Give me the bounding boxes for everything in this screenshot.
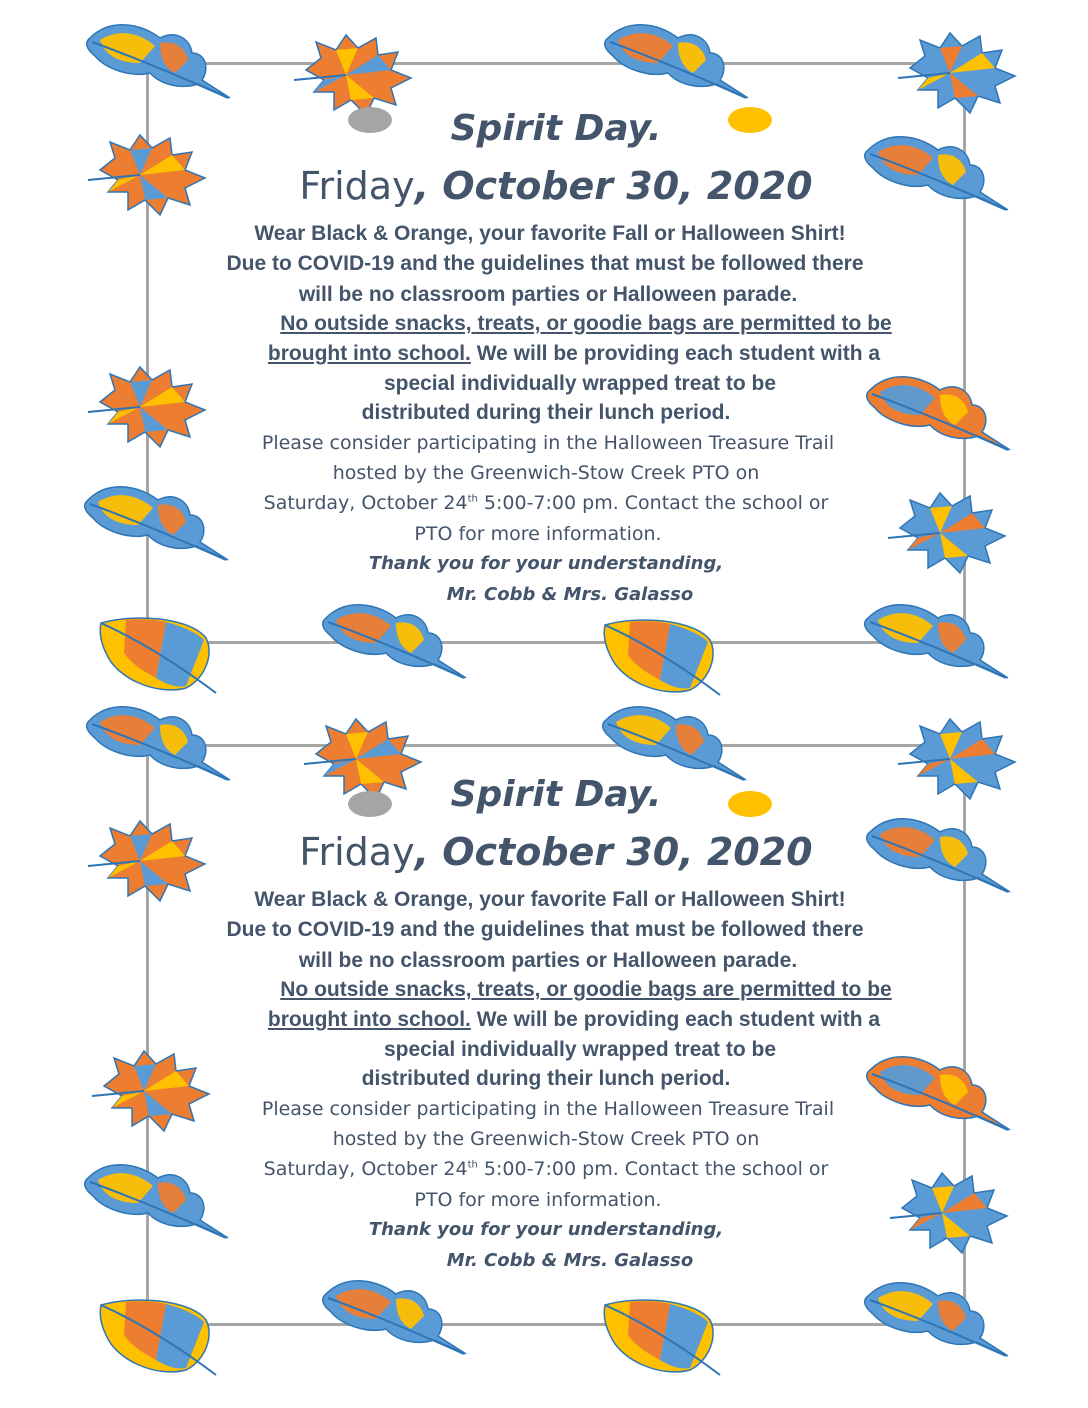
covid-line-1: Due to COVID-19 and the guidelines that must be followed there	[226, 252, 864, 275]
covid-line-1: Due to COVID-19 and the guidelines that must be followed there	[226, 918, 864, 941]
trail-line-3: Saturday, October 24th 5:00-7:00 pm. Contact the school or	[263, 492, 829, 514]
leaf-icon	[80, 362, 230, 452]
leaf-icon	[890, 714, 1040, 804]
leaf-icon	[340, 784, 490, 874]
rule-line-1: No outside snacks, treats, or goodie bags are permitted to be	[280, 978, 892, 1001]
leaf-icon	[858, 130, 1008, 220]
treat-line-1: special individually wrapped treat to be	[383, 1038, 777, 1061]
leaf-icon	[882, 1168, 1032, 1258]
leaf-icon	[880, 488, 1030, 578]
leaf-icon	[860, 812, 1010, 902]
rule-line-2: brought into school. We will be providing each student with a	[267, 1008, 881, 1031]
leaf-icon	[316, 598, 466, 688]
flyer-title: Spirit Day.	[450, 774, 662, 815]
leaf-icon	[596, 700, 746, 790]
trail-line-1: Please consider participating in the Halloween Treasure Trail	[261, 432, 835, 454]
dress-line: Wear Black & Orange, your favorite Fall or Halloween Shirt!	[254, 222, 846, 245]
leaf-icon	[860, 1050, 1010, 1140]
flyer-date: Friday, October 30, 2020	[299, 164, 813, 208]
leaf-icon	[80, 816, 230, 906]
treat-line-1: special individually wrapped treat to be	[383, 372, 777, 395]
trail-line-4: PTO for more information.	[414, 523, 662, 545]
leaf-icon	[316, 1274, 466, 1364]
leaf-icon	[80, 18, 230, 108]
leaf-icon	[890, 28, 1040, 118]
leaf-icon	[84, 1046, 234, 1136]
rule-line-2: brought into school. We will be providing each student with a	[267, 342, 881, 365]
leaf-icon	[80, 130, 230, 220]
treat-line-2: distributed during their lunch period.	[361, 1067, 731, 1090]
leaf-icon	[858, 1276, 1008, 1366]
thanks-line: Thank you for your understanding,	[368, 1219, 724, 1240]
trail-line-3: Saturday, October 24th 5:00-7:00 pm. Contact the school or	[263, 1158, 829, 1180]
thanks-line: Thank you for your understanding,	[368, 553, 724, 574]
trail-line-4: PTO for more information.	[414, 1189, 662, 1211]
flyer-title: Spirit Day.	[450, 108, 662, 149]
trail-line-2: hosted by the Greenwich-Stow Creek PTO on	[332, 1128, 760, 1150]
leaf-icon	[96, 1290, 246, 1380]
covid-line-2: will be no classroom parties or Halloween parade.	[298, 283, 798, 306]
trail-line-2: hosted by the Greenwich-Stow Creek PTO on	[332, 462, 760, 484]
rule-line-1: No outside snacks, treats, or goodie bags are permitted to be	[280, 312, 892, 335]
covid-line-2: will be no classroom parties or Halloween parade.	[298, 949, 798, 972]
leaf-icon	[96, 608, 246, 698]
leaf-icon	[598, 18, 748, 108]
leaf-icon	[858, 598, 1008, 688]
trail-line-1: Please consider participating in the Halloween Treasure Trail	[261, 1098, 835, 1120]
leaf-icon	[80, 700, 230, 790]
signature: Mr. Cobb & Mrs. Galasso	[446, 1250, 694, 1271]
leaf-icon	[600, 610, 750, 700]
treat-line-2: distributed during their lunch period.	[361, 401, 731, 424]
leaf-icon	[78, 1158, 228, 1248]
leaf-icon	[720, 784, 870, 874]
flyer-date: Friday, October 30, 2020	[299, 830, 813, 874]
leaf-icon	[78, 480, 228, 570]
leaf-icon	[340, 100, 490, 190]
signature: Mr. Cobb & Mrs. Galasso	[446, 584, 694, 605]
leaf-icon	[860, 370, 1010, 460]
dress-line: Wear Black & Orange, your favorite Fall or Halloween Shirt!	[254, 888, 846, 911]
leaf-icon	[720, 100, 870, 190]
leaf-icon	[600, 1290, 750, 1380]
